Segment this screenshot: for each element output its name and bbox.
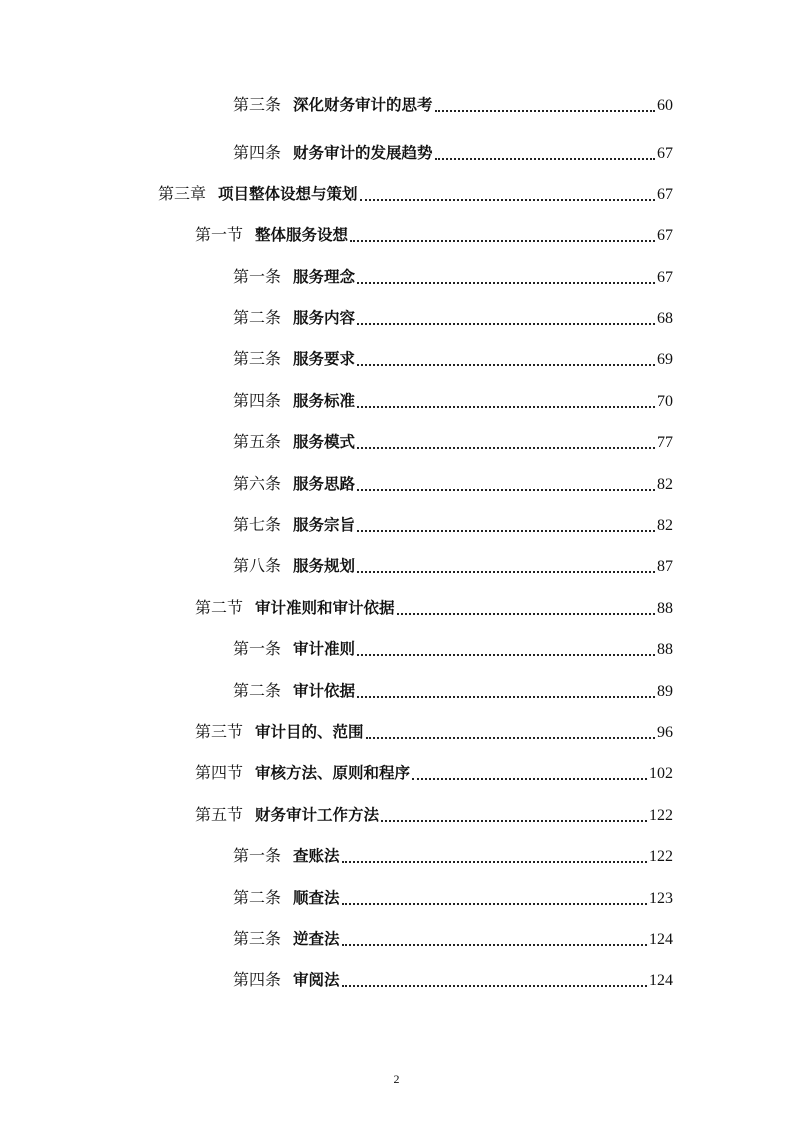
toc-entry-page: 70 — [657, 393, 673, 410]
toc-entry-label: 第一条 — [233, 846, 282, 865]
toc-entry-page: 67 — [657, 227, 673, 244]
toc-entry-page: 88 — [657, 600, 673, 617]
toc-entry-label: 第四条 — [233, 391, 282, 410]
toc-entry-title: 顺查法 — [293, 889, 340, 907]
dot-leader — [357, 270, 655, 290]
toc-entry[interactable] — [233, 388, 673, 414]
toc-entry[interactable] — [233, 429, 673, 455]
toc-entry-page: 123 — [649, 890, 673, 907]
toc-entry-title: 审计目的、范围 — [255, 723, 364, 741]
toc-entry-label: 第六条 — [233, 474, 282, 493]
toc-entry[interactable] — [233, 140, 673, 166]
toc-entry[interactable] — [233, 636, 673, 662]
toc-entry-title: 服务宗旨 — [293, 516, 356, 534]
dot-leader — [397, 601, 655, 621]
toc-entry-page: 69 — [657, 351, 673, 368]
toc-entry-title: 审阅法 — [293, 971, 340, 989]
toc-entry[interactable] — [233, 885, 673, 911]
toc-entry-label: 第四条 — [233, 143, 282, 162]
toc-entry[interactable] — [233, 512, 673, 538]
toc-entry-title: 查账法 — [293, 847, 340, 865]
toc-entry-title: 财务审计工作方法 — [255, 806, 380, 824]
toc-entry-title: 整体服务设想 — [255, 226, 349, 244]
toc-entry-page: 67 — [657, 145, 673, 162]
toc-entry-page: 77 — [657, 434, 673, 451]
toc-entry-label: 第一条 — [233, 639, 282, 658]
toc-entry[interactable] — [233, 346, 673, 372]
toc-entry-title: 审计依据 — [293, 682, 356, 700]
toc-entry-title: 审核方法、原则和程序 — [255, 764, 411, 782]
toc-entry[interactable] — [158, 181, 673, 207]
toc-entry-page: 67 — [657, 186, 673, 203]
toc-entry[interactable] — [233, 305, 673, 331]
dot-leader — [366, 725, 655, 745]
dot-leader — [357, 352, 655, 372]
toc-entry[interactable] — [195, 595, 673, 621]
toc-entry-page: 89 — [657, 683, 673, 700]
dot-leader — [342, 973, 647, 993]
toc-entry-page: 124 — [649, 972, 673, 989]
toc-entry[interactable] — [233, 553, 673, 579]
toc-entry-page: 67 — [657, 269, 673, 286]
toc-entry-title: 深化财务审计的思考 — [293, 96, 433, 114]
toc-entry-label: 第三节 — [195, 722, 244, 741]
toc-entry-label: 第一节 — [195, 225, 244, 244]
toc-entry-page: 96 — [657, 724, 673, 741]
toc-entry[interactable] — [233, 264, 673, 290]
dot-leader — [357, 559, 655, 579]
toc-entry-label: 第一条 — [233, 267, 282, 286]
toc-entry-title: 服务模式 — [293, 433, 356, 451]
toc-entry-label: 第二条 — [233, 681, 282, 700]
toc-entry[interactable] — [233, 967, 673, 993]
toc-entry-label: 第三条 — [233, 349, 282, 368]
toc-entry-page: 124 — [649, 931, 673, 948]
toc-entry-page: 82 — [657, 476, 673, 493]
dot-leader — [435, 98, 655, 118]
toc-entry-title: 服务规划 — [293, 557, 356, 575]
toc-entry-label: 第五节 — [195, 805, 244, 824]
toc-entry-title: 服务标准 — [293, 392, 356, 410]
toc-entry-title: 服务思路 — [293, 475, 356, 493]
toc-entry-page: 60 — [657, 97, 673, 114]
page-number: 2 — [393, 1072, 400, 1086]
toc-entry[interactable] — [195, 802, 673, 828]
toc-entry[interactable] — [233, 926, 673, 952]
dot-leader — [357, 311, 655, 331]
dot-leader — [357, 642, 655, 662]
dot-leader — [342, 849, 647, 869]
toc-entry-label: 第三条 — [233, 95, 282, 114]
toc-entry-page: 68 — [657, 310, 673, 327]
dot-leader — [357, 394, 655, 414]
toc-entry-label: 第二条 — [233, 308, 282, 327]
dot-leader — [357, 477, 655, 497]
toc-entry[interactable] — [195, 719, 673, 745]
toc-entry[interactable] — [233, 471, 673, 497]
toc-entry-title: 服务理念 — [293, 268, 356, 286]
toc-entry-label: 第四节 — [195, 763, 244, 782]
toc-entry-page: 82 — [657, 517, 673, 534]
toc-entry-page: 88 — [657, 641, 673, 658]
dot-leader — [357, 684, 655, 704]
toc-entry-title: 服务要求 — [293, 350, 356, 368]
toc-entry-title: 逆查法 — [293, 930, 340, 948]
toc-entry[interactable] — [233, 843, 673, 869]
dot-leader — [342, 932, 647, 952]
toc-entry-title: 财务审计的发展趋势 — [293, 144, 433, 162]
dot-leader — [350, 228, 655, 248]
toc-entry[interactable] — [195, 760, 673, 786]
toc-entry-label: 第二节 — [195, 598, 244, 617]
toc-entry-page: 87 — [657, 558, 673, 575]
dot-leader — [435, 146, 655, 166]
toc-entry-label: 第三条 — [233, 929, 282, 948]
dot-leader — [381, 808, 647, 828]
toc-entry-title: 项目整体设想与策划 — [218, 185, 358, 203]
toc-entry[interactable] — [195, 222, 673, 248]
dot-leader — [357, 435, 655, 455]
toc-entry-page: 122 — [649, 848, 673, 865]
dot-leader — [360, 187, 655, 207]
dot-leader — [412, 766, 647, 786]
toc-entry-label: 第三章 — [158, 184, 207, 203]
toc-entry[interactable] — [233, 92, 673, 118]
toc-entry-label: 第八条 — [233, 556, 282, 575]
dot-leader — [342, 891, 647, 911]
dot-leader — [357, 518, 655, 538]
toc-entry[interactable] — [233, 678, 673, 704]
toc-entry-page: 122 — [649, 807, 673, 824]
toc-entry-label: 第五条 — [233, 432, 282, 451]
toc-entry-page: 102 — [649, 765, 673, 782]
toc-entry-title: 审计准则和审计依据 — [255, 599, 395, 617]
toc-entry-label: 第二条 — [233, 888, 282, 907]
toc-entry-title: 审计准则 — [293, 640, 356, 658]
toc-entry-label: 第四条 — [233, 970, 282, 989]
toc-entry-label: 第七条 — [233, 515, 282, 534]
toc-entry-title: 服务内容 — [293, 309, 356, 327]
